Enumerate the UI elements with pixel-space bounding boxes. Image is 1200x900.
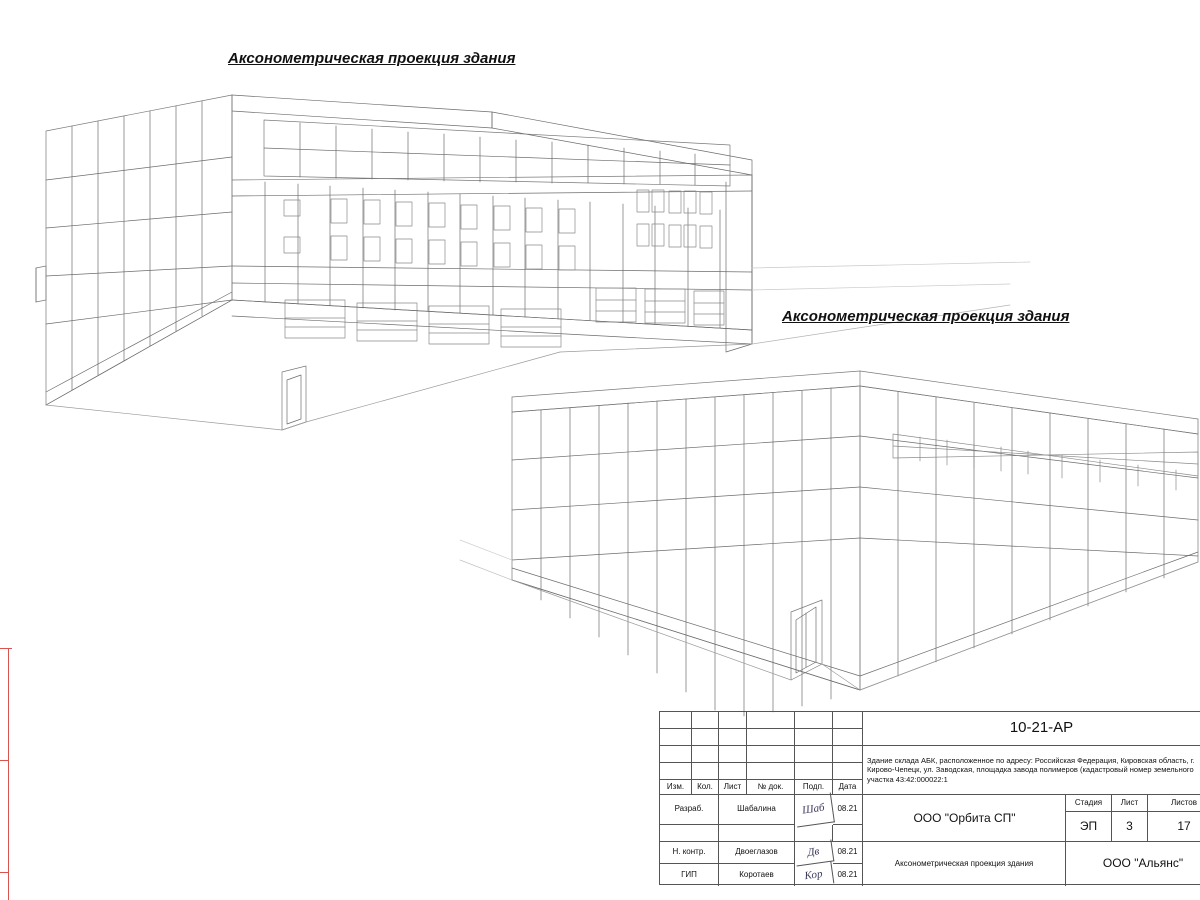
rev-cell-r3c5 [795,746,833,763]
sheet-frame-left-top [0,648,12,649]
object-description-text: Здание склада АБК, расположенное по адресу: Российская Федерация, Кировская область, г. Кирово-Чепецк, ул. Заводская, площадка завода полимеров (кадастровый номер земельного участка 43:42:000022:1 [867,755,1195,784]
role-row-empty-name [719,825,795,842]
role-date-razrab: 08.21 [833,795,863,825]
role-name-gip: Коротаев [719,864,795,886]
title-block [659,711,1200,885]
rev-header-list: Лист [719,780,747,795]
rev-cell-r2c6 [833,729,863,746]
rev-header-izm: Изм. [660,780,692,795]
rev-header-kol: Кол. [692,780,719,795]
sheet-frame-left-bottom [0,872,8,873]
role-date-gip: 08.21 [833,864,863,886]
rev-cell-r2c2 [692,729,719,746]
sheet-code: 10-21-АР [863,712,1200,746]
rev-cell-r2c4 [747,729,795,746]
rev-cell-r1c2 [692,712,719,729]
builder-org: ООО "Альянс" [1102,856,1184,871]
rev-cell-r3c4 [747,746,795,763]
role-date-nkontr: 08.21 [833,842,863,864]
stage-value-list: 3 [1112,812,1148,842]
designer-org-label: ООО "Орбита СП" [913,810,1016,825]
rev-cell-r3c2 [692,746,719,763]
rev-cell-r2c5 [795,729,833,746]
rev-header-doc: № док. [747,780,795,795]
sheet-frame-left-mid [0,760,8,761]
rev-header-data: Дата [833,780,863,795]
rev-cell-r3c6 [833,746,863,763]
rev-cell-r1c5 [795,712,833,729]
rev-cell-r3c1 [660,746,692,763]
role-label-gip: ГИП [660,864,719,886]
rev-cell-r1c6 [833,712,863,729]
role-row-empty-date [833,825,863,842]
rev-cell-r1c1 [660,712,692,729]
role-signature-nkontr: Дв [794,839,835,866]
sheet-frame-vertical [8,648,9,900]
rev-cell-r3c3 [719,746,747,763]
stage-value-listov: 17 [1148,812,1200,842]
rev-header-podp: Подп. [795,780,833,795]
role-name-razrab: Шабалина [719,795,795,825]
rev-cell-r1c3 [719,712,747,729]
rev-cell-r4c5 [795,763,833,780]
stage-header-list: Лист [1112,795,1148,812]
rev-cell-r2c1 [660,729,692,746]
rev-cell-r4c4 [747,763,795,780]
rev-cell-r2c3 [719,729,747,746]
rev-cell-r4c1 [660,763,692,780]
rev-cell-r4c2 [692,763,719,780]
drawing-title-2: Аксонометрическая проекция здания [782,308,1070,325]
role-signature-razrab: Шаб [793,793,835,828]
object-description [863,746,1200,795]
role-signature-gip: Кор [794,861,835,888]
stage-header-listov: Листов [1148,795,1200,812]
role-row-empty [660,825,719,842]
role-name-nkontr: Двоеглазов [719,842,795,864]
stage-header-stadia: Стадия [1066,795,1112,812]
drawing-name: Аксонометрическая проекция здания [863,842,1066,886]
role-label-nkontr: Н. контр. [660,842,719,864]
role-label-razrab: Разраб. [660,795,719,825]
drawing-title-1: Аксонометрическая проекция здания [228,50,516,67]
rev-cell-r4c6 [833,763,863,780]
rev-cell-r1c4 [747,712,795,729]
rev-cell-r4c3 [719,763,747,780]
stage-value-stadia: ЭП [1066,812,1112,842]
